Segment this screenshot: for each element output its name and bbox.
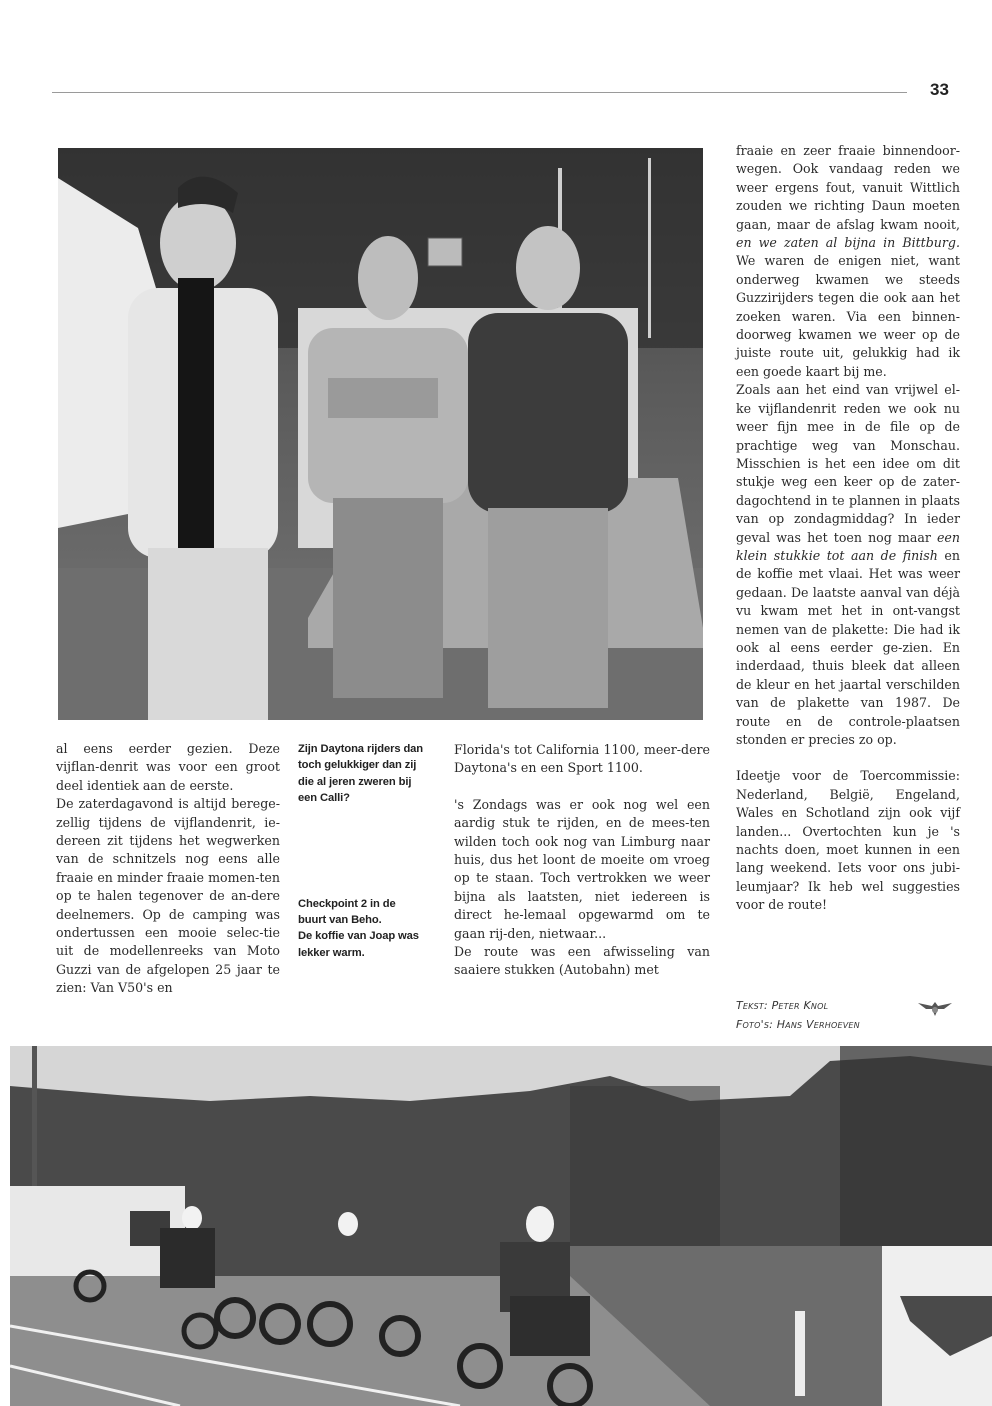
text-run: Zoals aan het eind van vrijwel el-ke vijflandenrit reden we ook nu weer fijn mee in de file op de prachtige weg van Monschau. Misschien is het een idee om dit stukje weg een keer op de zater-dagochtend in te plannen in plaats van op zondagmiddag? In ieder geval was het toen nog maar xyxy=(736,382,960,545)
photo-motorcycles-graphic xyxy=(10,1046,992,1406)
paragraph: 's Zondags was er ook nog wel een aardig stuk te rijden, en de mees-ten wilden toch ook nog van Limburg naar huis, dus het loont de moeite om vroeg op te staan. Toch vertrokken we weer bijna als laatsten, niet iedereen is direct he-lemaal opgewarmd om te gaan rij-den, nietwaar... xyxy=(454,796,710,941)
italic-text: een klein stukkie tot aan de finish xyxy=(736,529,960,563)
paragraph: Ideetje voor de Toercommissie: Nederland, België, Engeland, Wales en Schotland zijn ook vijf landen... Overtochten kun je 's nachts doen, moet kunnen in een lang weekend. Iets voor ons jubi-leumjaar? Ik heb wel suggesties voor de route! xyxy=(736,768,960,913)
article-column-1 xyxy=(56,740,280,998)
page-number: 33 xyxy=(930,80,949,99)
italic-text: en we zaten al bijna in Bittburg. xyxy=(736,235,960,251)
text-run: fraaie en zeer fraaie binnendoor-wegen. Ook vandaag reden we weer ergens fout, vanuit Wittlich zouden we richting Daun moeten gaan, maar de afslag kwam nooit, xyxy=(736,143,960,232)
paragraph xyxy=(736,142,960,381)
moto-guzzi-eagle-icon xyxy=(918,1000,952,1018)
article-column-4 xyxy=(736,142,960,915)
photo-caption-top: Zijn Daytona rijders dan toch gelukkiger dan zij die al jeren zweren bij een Calli? xyxy=(298,743,424,805)
paragraph: al eens eerder gezien. Deze vijflan-denrit was voor een groot deel identiek aan de eerste. xyxy=(56,741,280,793)
photo-credit: Foto's: Hans Verhoeven xyxy=(736,1018,860,1031)
photo-three-men-graphic xyxy=(58,148,703,720)
text-run: en de koffie met vlaai. Het was weer gedaan. De laatste aanval van déjà vu kwam met het in ont-vangst nemen van de plakette: Die had ik ook al eens eerder ge-zien. En inderdaad, thuis bleek dat alleen de kleur en het jaartal verschilden van de plakette van 1987. De route en de controle-plaatsen stonden er precies zo op. xyxy=(736,547,960,747)
text-run: We waren de enigen niet, want onderweg kwamen we steeds Guzzirijders tegen die ook aan het zoeken waren. Via een binnen-doorweg kwamen we weer op de juiste route uit, gelukkig had ik een goede kaart bij me. xyxy=(736,253,960,379)
paragraph: De zaterdagavond is altijd berege-zellig tijdens de vijflandenrit, ie-dereen zit tijdens het wegwerken van de schnitzels nog eens alle fraaie en minder fraaie momen-ten op te halen tegenover de an-dere deelnemers. Op de camping was ondertussen een mooie selec-tie uit de modellenreeks van Moto Guzzi van de afgelopen 25 jaar te zien: Van V50's en xyxy=(56,796,280,996)
photo-three-men xyxy=(58,148,703,720)
photo-caption-bottom-line2: De koffie van Joap was lekker warm. xyxy=(298,930,419,959)
photo-motorcycles-checkpoint xyxy=(10,1046,992,1406)
caption-column xyxy=(298,741,426,961)
photo-caption-bottom-line1: Checkpoint 2 in de buurt van Beho. xyxy=(298,897,396,927)
paragraph: De route was een afwisseling van saaiere stukken (Autobahn) met xyxy=(454,944,710,978)
paragraph: Florida's tot California 1100, meer-dere Daytona's en een Sport 1100. xyxy=(454,742,710,776)
paragraph xyxy=(736,381,960,749)
article-column-3 xyxy=(454,741,710,980)
text-credit: Tekst: Peter Knol xyxy=(736,999,829,1012)
header-rule xyxy=(52,92,907,93)
